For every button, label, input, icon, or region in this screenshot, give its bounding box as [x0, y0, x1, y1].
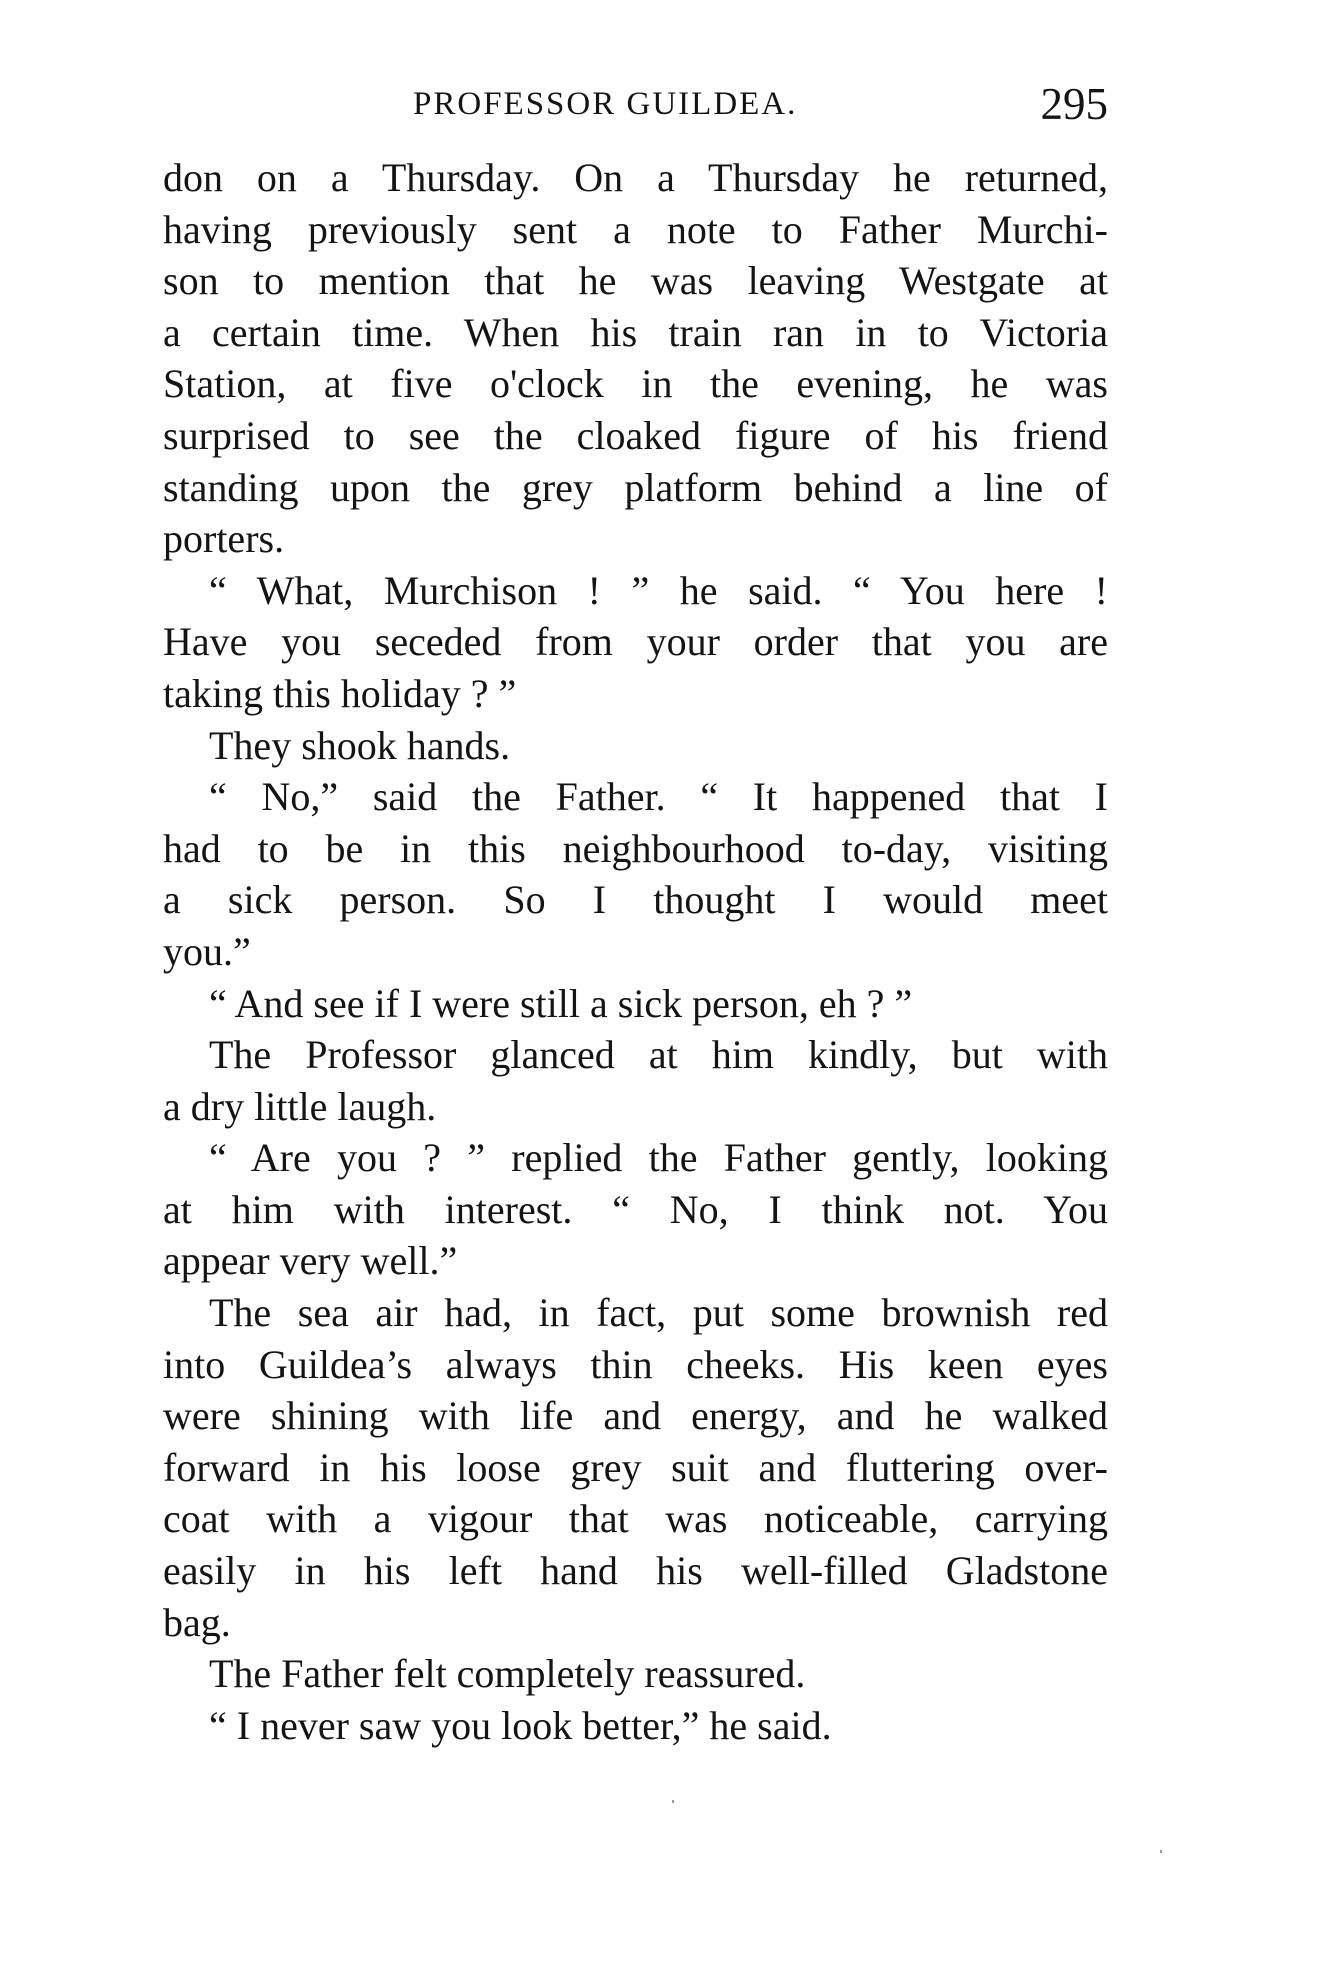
text-line: surprised to see the cloaked figure of his friend — [163, 412, 1108, 458]
text-line: standing upon the grey platform behind a line of — [163, 464, 1108, 510]
running-title: PROFESSOR GUILDEA. — [413, 86, 798, 122]
text-line: The Father felt completely reassured. — [209, 1651, 806, 1697]
text-line: “ I never saw you look better,” he said. — [209, 1702, 832, 1748]
text-line: forward in his loose grey suit and fluttering over- — [163, 1444, 1108, 1490]
text-line: The sea air had, in fact, put some brownish red — [209, 1290, 1108, 1336]
text-line: a sick person. So I thought I would meet — [163, 877, 1108, 923]
text-line: “ No,” said the Father. “ It happened that I — [209, 774, 1108, 820]
text-line: were shining with life and energy, and he walked — [163, 1393, 1108, 1439]
text-line: bag. — [163, 1599, 231, 1645]
text-line: appear very well.” — [163, 1238, 458, 1284]
text-line: having previously sent a note to Father Murchi- — [163, 206, 1108, 252]
text-line: The Professor glanced at him kindly, but with — [209, 1032, 1108, 1078]
text-line: son to mention that he was leaving Westgate at — [163, 258, 1108, 304]
text-line: a dry little laugh. — [163, 1083, 437, 1129]
text-line: “ What, Murchison ! ” he said. “ You here ! — [209, 567, 1108, 613]
text-line: coat with a vigour that was noticeable, carrying — [163, 1496, 1108, 1542]
page-number: 295 — [1040, 79, 1108, 129]
text-line: easily in his left hand his well-filled Gladstone — [163, 1548, 1108, 1594]
text-line: into Guildea’s always thin cheeks. His keen eyes — [163, 1341, 1108, 1387]
text-line: Have you seceded from your order that you are — [163, 619, 1108, 665]
text-line: a certain time. When his train ran in to Victoria — [163, 309, 1108, 355]
text-line: taking this holiday ? ” — [163, 670, 517, 716]
text-line: had to be in this neighbourhood to-day, visiting — [163, 825, 1108, 871]
text-line: you.” — [163, 928, 251, 974]
text-line: “ Are you ? ” replied the Father gently, looking — [209, 1135, 1108, 1181]
print-speck — [1160, 1850, 1162, 1853]
text-line: at him with interest. “ No, I think not. You — [163, 1186, 1108, 1232]
text-line: don on a Thursday. On a Thursday he returned, — [163, 155, 1108, 200]
text-line: porters. — [163, 516, 285, 562]
running-head — [163, 78, 1108, 134]
body-text — [163, 152, 1108, 1751]
text-line: Station, at five o'clock in the evening, he was — [163, 361, 1108, 407]
print-speck — [672, 1800, 674, 1803]
text-line: They shook hands. — [209, 722, 511, 768]
text-line: “ And see if I were still a sick person, eh ? ” — [209, 980, 913, 1026]
